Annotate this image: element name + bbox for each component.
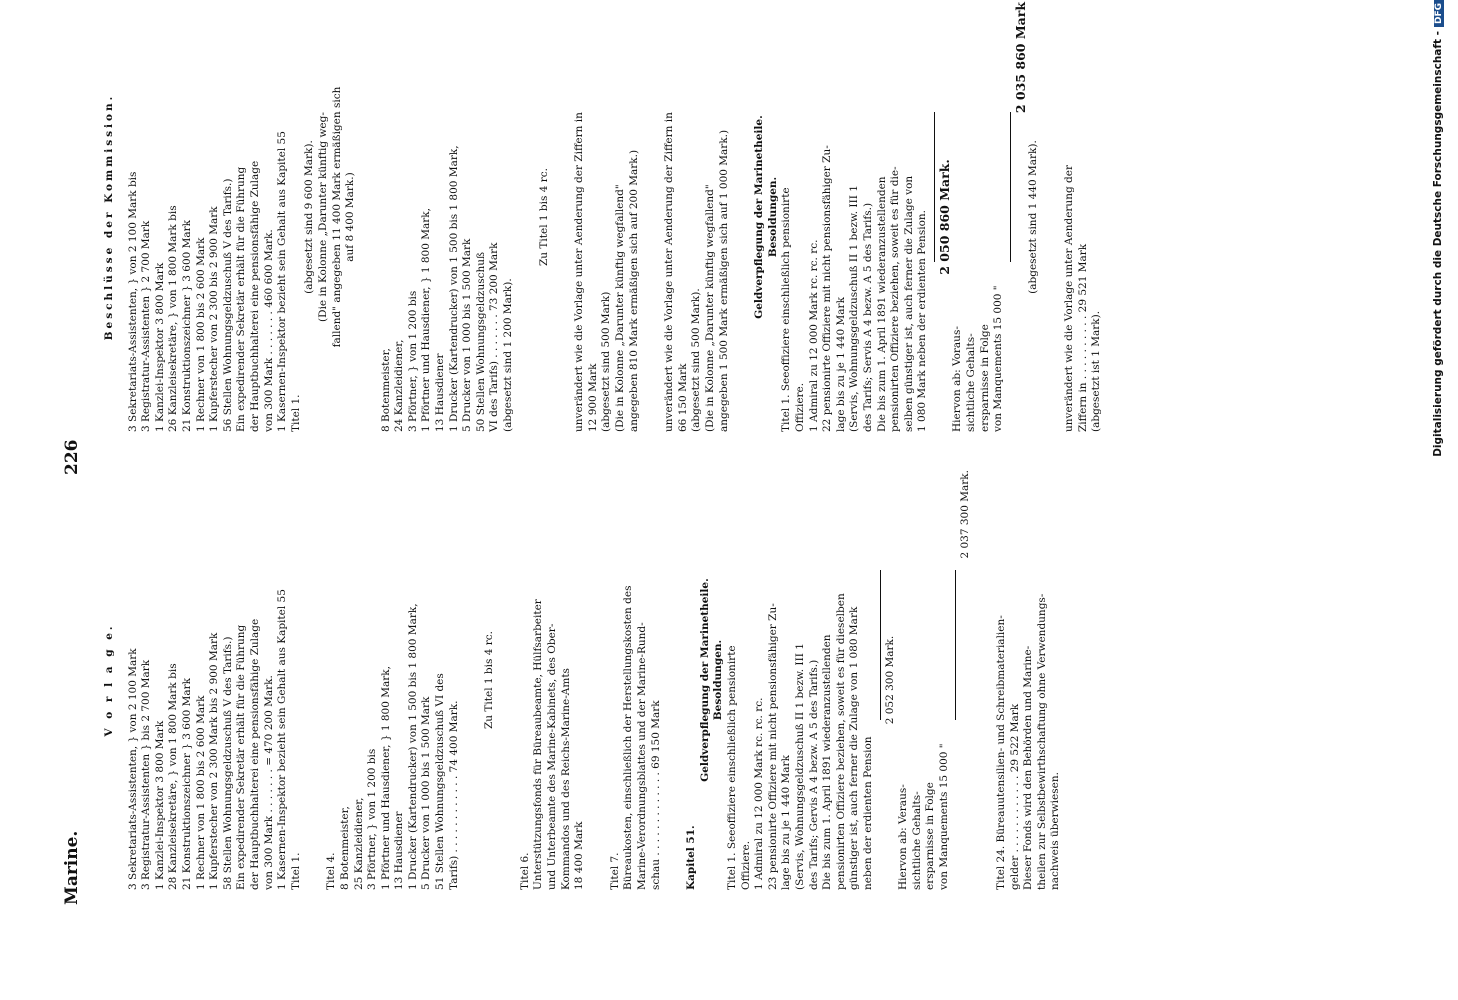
text-line: von 300 Mark . . . . . . . = 470 200 Mark.	[262, 675, 275, 890]
text-line: Unterstützungsfonds für Büreaubeamte, Hülfsarbeiter	[532, 599, 545, 890]
text-line: Offiziere.	[739, 840, 752, 890]
vorlage-heading: V o r l a g e.	[103, 623, 115, 737]
sum-rule	[880, 570, 881, 720]
text-line: (abgesetzt sind 500 Mark).	[690, 288, 703, 432]
beschluesse-titel1-text	[780, 2, 930, 432]
deduction-note: (abgesetzt sind 1 440 Mark).	[1027, 140, 1040, 294]
text-line: VI des Tarifs) . . . . . . . 73 200 Mark	[488, 242, 501, 432]
text-line: schau . . . . . . . . . . . . . 69 150 Mark	[649, 700, 662, 890]
text-line: Die bis zum 1. April 1891 wiederanzustellenden	[821, 634, 834, 890]
text-line: 3 Registratur-Assistenten } bis 2 700 Mark	[140, 659, 153, 890]
text-line: 3 Pförtner, } von 1 200 bis	[366, 748, 379, 890]
text-line: pensionirten Offiziere beziehen, soweit es für dieselben	[834, 593, 847, 890]
besoldungen-heading: Besoldungen.	[766, 176, 779, 258]
text-line: Die bis zum 1. April 1891 wiederanzustellenden	[875, 176, 888, 432]
text-line: Dieser Fonds wird den Behörden und Marine-	[1022, 645, 1035, 890]
text-line: von 300 Mark . . . . . . . 460 600 Mark.	[262, 229, 275, 432]
text-line: 5 Drucker von 1 000 bis 1 500 Mark	[461, 238, 474, 432]
beschluesse-column	[100, 2, 1104, 432]
header-section: Marine.	[62, 830, 82, 905]
text-line: Büreaukosten, einschließlich der Herstellungskosten des	[622, 585, 635, 890]
text-line: 23 pensionirte Offiziere mit nicht pensionsfähiger Zu-	[766, 603, 779, 890]
text-line: 56 Stellen Wohnungsgeldzuschuß V des Tarifs.)	[221, 178, 234, 432]
text-line: neben der erdienten Pension	[861, 736, 874, 890]
text-line: Offiziere.	[793, 382, 806, 432]
zu-titel-note: Zu Titel 1 bis 4 rc.	[483, 631, 496, 729]
beschluesse-titel24-text	[1063, 2, 1104, 432]
text-line: Ein expedirender Sekretär erhält für die Führung	[235, 166, 248, 432]
text-line: 3 Sekretariats-Assistenten, } von 2 100 Mark bis	[126, 171, 139, 432]
text-line: theilen zur Selbstbewirthschaftung ohne Verwendungs-	[1035, 593, 1048, 890]
beschluesse-titel4-list	[380, 2, 516, 432]
text-line: Hiervon ab: Voraus-	[951, 326, 964, 432]
text-line: 26 Kanzleisekretäre, } von 1 800 Mark bis	[167, 205, 180, 432]
text-line: Marine-Verordnungsblattes und der Marine-Rund-	[636, 622, 648, 890]
text-line: lage bis zu je 1 440 Mark	[834, 297, 847, 432]
text-line: des Tarifs; Gervis A 4 bezw. A 5 des Tarifs.)	[807, 659, 820, 890]
text-line: 1 Rechner von 1 800 bis 2 600 Mark	[194, 237, 207, 432]
text-line: ersparnisse in Folge	[978, 324, 991, 432]
text-line: angegeben 810 Mark ermäßigen sich auf 200 Mark.)	[627, 149, 640, 432]
beschluesse-titel6-text	[573, 2, 641, 432]
text-line: der Hauptbuchhalterei eine pensionsfähige Zulage	[248, 160, 261, 432]
beschluesse-staff-list	[127, 2, 304, 432]
text-line: (Die in Kolonne „Darunter künftig wegfallend"	[703, 184, 716, 432]
text-line: und Unterbeamte des Marine-Kabinets, des Ober-	[546, 623, 559, 890]
text-line: von Manquements 15 000 "	[937, 743, 950, 890]
text-line: 22 pensionirte Offiziere mit nicht pensionsfähiger Zu-	[821, 145, 834, 432]
text-line: 1 Drucker (Kartendrucker) von 1 500 bis 1 800 Mark,	[447, 145, 460, 432]
sum-rule	[934, 112, 935, 262]
beschluesse-heading: Beschlüsse der Kommission.	[103, 93, 115, 341]
sum-value: 2 050 860 Mark.	[936, 159, 952, 275]
text-line: 8 Botenmeister,	[338, 806, 351, 890]
text-line: Titel 24. Büreauutensilien- und Schreibmaterialien-	[995, 615, 1008, 890]
zu-titel-note: Zu Titel 1 bis 4 rc.	[537, 168, 550, 266]
vorlage-titel6-text	[532, 470, 586, 890]
text-line: 21 Konstruktionszeichner } 3 600 Mark	[180, 677, 193, 890]
text-line: (abgesetzt ist 1 Mark).	[1090, 310, 1103, 432]
text-line: Hiervon ab: Veraus-	[897, 784, 910, 890]
text-line: 1 080 Mark neben der erdienten Pension.	[916, 210, 929, 432]
text-line: 1 Kupferstecher von 2 300 bis 2 900 Mark	[208, 206, 221, 432]
text-line: Titel 1.	[289, 394, 302, 432]
page-number: 226	[62, 439, 82, 475]
text-line: 1 Admiral zu 12 000 Mark rc. rc. rc.	[753, 697, 766, 890]
text-line: 1 Kanzlei-Inspektor 3 800 Mark	[153, 720, 166, 890]
text-line: günstiger ist, auch ferner die Zulage von 1 080 Mark	[848, 606, 861, 890]
beschluesse-deduction	[951, 2, 1005, 432]
vorlage-titel7-text	[622, 470, 663, 890]
besoldungen-heading: Besoldungen.	[712, 639, 725, 721]
text-line: 1 Pförtner und Hausdiener, } 1 800 Mark,	[379, 666, 392, 890]
titel4-label: Titel 4.	[325, 852, 338, 890]
text-line: 1 Kasernen-Inspektor bezieht sein Gehalt aus Kapitel 55	[276, 131, 289, 432]
sum-rule	[1010, 112, 1011, 262]
text-line: Titel 1.	[289, 852, 302, 890]
vorlage-staff-list	[127, 470, 304, 890]
text-line: 13 Hausdiener	[393, 811, 406, 890]
text-line: 1 Admiral zu 12 000 Mark rc. rc. rc.	[807, 239, 820, 432]
dfg-logo: DFG	[1434, 0, 1444, 27]
text-line: 25 Kanzleidiener,	[352, 797, 365, 890]
titel6-label: Titel 6.	[518, 852, 531, 890]
vorlage-deduction	[897, 470, 951, 890]
text-line: auf 8 400 Mark.)	[344, 172, 357, 262]
beschluesse-titel7-text	[663, 2, 731, 432]
text-line: 1 Kanzlei-Inspektor 3 800 Mark	[153, 262, 166, 432]
text-line: 8 Botenmeister,	[379, 348, 392, 432]
text-line: pensionirten Offiziere beziehen, soweit es für die-	[889, 166, 902, 432]
vorlage-titel24-text	[995, 470, 1063, 890]
text-line: 28 Kanzleisekretäre, } von 1 800 Mark bis	[167, 663, 180, 890]
text-line: (Servis, Wohnungsgeldzuschuß II 1 bezw. III 1	[848, 185, 861, 432]
kapitel-title: Geldverpflegung der Marinetheile.	[753, 115, 766, 319]
text-line: 24 Kanzleidiener,	[393, 339, 406, 432]
text-line: Ein expedirender Sekretär erhält für die Führung	[235, 624, 248, 890]
text-line: Ziffern in . . . . . . . . . . 29 521 Mark	[1076, 243, 1089, 432]
text-line: Titel 1. Seeoffiziere einschließlich pensionirte	[725, 645, 738, 890]
text-line: 3 Pförtner, } von 1 200 bis	[406, 290, 419, 432]
total-value: 2 037 300 Mark.	[959, 470, 972, 559]
text-line: unverändert wie die Vorlage unter Aenderung der Ziffern in	[573, 112, 586, 432]
footer-text: Digitalisierung gefördert durch die Deutsche Forschungsgemeinschaft -	[1432, 31, 1444, 457]
text-line: von Manquements 15 000 "	[992, 285, 1005, 432]
text-line: fallend" angegeben 11 400 Mark ermäßigen sich	[330, 86, 343, 348]
text-line: lage bis zu je 1 440 Mark	[780, 755, 793, 890]
total-value: 2 035 860 Mark	[1012, 2, 1028, 114]
text-line: gelder . . . . . . . . . . . . 29 522 Mark	[1008, 703, 1021, 890]
text-line: (Die in Kolonne „Darunter künftig wegfallend"	[614, 184, 626, 432]
text-line: 13 Hausdiener	[434, 353, 447, 432]
text-line: (Servis, Wohnungsgeldzuschuß II 1 bezw. III 1	[793, 643, 806, 890]
text-line: 50 Stellen Wohnungsgeldzuschuß	[474, 251, 487, 432]
text-line: sichtliche Gehalts-	[965, 333, 978, 432]
text-line: 58 Stellen Wohnungsgeldzuschuß V des Tarifs.)	[221, 636, 234, 890]
text-line: 1 Rechner von 1 800 bis 2 600 Mark	[194, 695, 207, 890]
kapitel-title: Geldverpflegung der Marinetheile.	[698, 578, 711, 782]
text-line: nachweis überwiesen.	[1049, 772, 1062, 890]
text-line: des Tarifs; Servis A 4 bezw. A 5 des Tarifs.)	[861, 202, 874, 432]
text-line: Tarifs) . . . . . . . . . . . . 74 400 Mark.	[447, 700, 460, 890]
text-line: 66 150 Mark	[676, 363, 689, 432]
text-line: (abgesetzt sind 1 200 Mark).	[502, 278, 515, 432]
text-line: 18 400 Mark	[573, 821, 586, 890]
sum-value: 2 052 300 Mark.	[883, 635, 896, 725]
text-line: Titel 1. Seeoffiziere einschließlich pensionirte	[780, 187, 793, 432]
text-line: 5 Drucker von 1 000 bis 1 500 Mark	[420, 696, 433, 890]
vorlage-column	[100, 470, 1063, 890]
text-line: (abgesetzt sind 9 600 Mark).	[303, 140, 316, 294]
text-line: 1 Kasernen-Inspektor bezieht sein Gehalt aus Kapitel 55	[276, 589, 289, 890]
text-line: 51 Stellen Wohnungsgeldzuschuß VI des	[434, 673, 447, 890]
text-line: unverändert wie die Vorlage unter Aenderung der	[1063, 165, 1076, 432]
titel7-label: Titel 7.	[608, 852, 621, 890]
text-line: der Hauptbuchhalterei eine pensionsfähige Zulage	[248, 618, 261, 890]
vorlage-titel1-text	[726, 470, 876, 890]
sum-rule	[955, 570, 956, 720]
dfg-footer	[1432, 0, 1444, 1000]
text-line: 1 Kupferstecher von 2 300 Mark bis 2 900 Mark	[208, 632, 221, 890]
text-line: (Die in Kolonne „Darunter künftig weg-	[316, 112, 329, 322]
text-line: 1 Pförtner und Hausdiener, } 1 800 Mark,	[420, 208, 433, 432]
text-line: 12 900 Mark	[586, 363, 599, 432]
text-line: 3 Sekretariats-Assistenten, } von 2 100 Mark	[126, 648, 139, 890]
text-line: angegeben 1 500 Mark ermäßigen sich auf 1 000 Mark.)	[717, 129, 730, 432]
text-line: sichtliche Gehalts-	[910, 791, 923, 890]
text-line: unverändert wie die Vorlage unter Aenderung der Ziffern in	[663, 112, 676, 432]
text-line: 3 Registratur-Assistenten } 2 700 Mark	[140, 220, 153, 432]
vorlage-titel4-list	[339, 470, 461, 890]
text-line: ersparnisse in Folge	[924, 782, 937, 890]
text-line: 1 Drucker (Kartendrucker) von 1 500 bis 1 800 Mark,	[406, 603, 419, 890]
kapitel-label: Kapitel 51.	[685, 825, 698, 890]
text-line: selben günstiger ist, auch ferner die Zulage von	[902, 175, 915, 432]
text-line: Kommandos und des Reichs-Marine-Amts	[559, 668, 572, 890]
beschluesse-note	[303, 2, 357, 432]
text-line: (abgesetzt sind 500 Mark)	[600, 291, 613, 432]
text-line: 21 Konstruktionszeichner } 3 600 Mark	[180, 219, 193, 432]
